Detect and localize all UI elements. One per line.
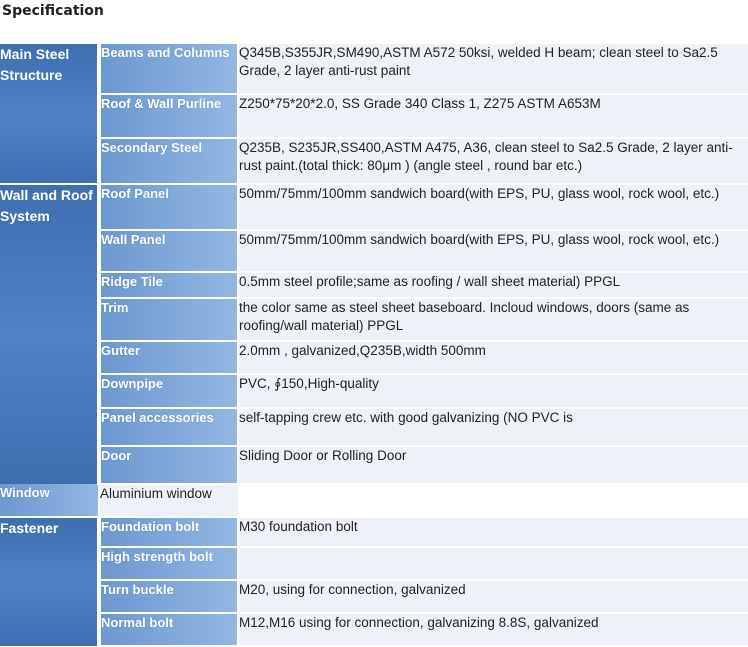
row-label: Turn buckle (99, 580, 238, 613)
row-label: Roof Panel (99, 184, 238, 230)
row-value: Sliding Door or Rolling Door (238, 446, 748, 484)
row-label: Roof & Wall Purline (99, 94, 238, 138)
row-label: High strength bolt (99, 547, 238, 580)
row-value: 0.5mm steel profile;same as roofing / wall sheet material) PPGL (238, 272, 748, 298)
page-title: Specification (2, 3, 104, 19)
group-main-steel: Main Steel Structure (0, 44, 99, 184)
row-label: Secondary Steel (99, 138, 238, 184)
row-value: PVC, ∮150,High-quality (238, 374, 748, 408)
row-label: Ridge Tile (99, 272, 238, 298)
row-label: Foundation bolt (99, 517, 238, 547)
row-label: Downpipe (99, 374, 238, 408)
row-value (238, 547, 748, 580)
row-value: M30 foundation bolt (238, 517, 748, 547)
row-label: Door (99, 446, 238, 484)
row-label: Beams and Columns (99, 44, 238, 94)
row-value: self-tapping crew etc. with good galvanizing (NO PVC is (238, 408, 748, 446)
row-value: 50mm/75mm/100mm sandwich board(with EPS, PU, glass wool, rock wool, etc.) (238, 184, 748, 230)
row-value: Q235B, S235JR,SS400,ASTM A475, A36, clean steel to Sa2.5 Grade, 2 layer anti-rust paint.(total thick: 80μm ) (angle steel , round bar etc.) (238, 138, 748, 184)
row-value: Aluminium window (99, 484, 238, 517)
row-label: Panel accessories (99, 408, 238, 446)
row-value: Q345B,S355JR,SM490,ASTM A572 50ksi, welded H beam; clean steel to Sa2.5 Grade, 2 layer anti-rust paint (238, 44, 748, 94)
row-label: Normal bolt (99, 613, 238, 646)
row-value: M20, using for connection, galvanized (238, 580, 748, 613)
row-value: Z250*75*20*2.0, SS Grade 340 Class 1, Z275 ASTM A653M (238, 94, 748, 138)
row-label: Wall Panel (99, 230, 238, 272)
row-label: Gutter (99, 341, 238, 374)
group-wall-roof: Wall and Roof System (0, 184, 99, 484)
row-value: 50mm/75mm/100mm sandwich board(with EPS, PU, glass wool, rock wool, etc.) (238, 230, 748, 272)
row-value: 2.0mm , galvanized,Q235B,width 500mm (238, 341, 748, 374)
group-fastener: Fastener (0, 517, 99, 646)
specification-table (0, 44, 748, 647)
row-label: Trim (99, 298, 238, 341)
row-value: M12,M16 using for connection, galvanizing 8.8S, galvanized (238, 613, 748, 646)
row-value: the color same as steel sheet baseboard. Incloud windows, doors (same as roofing/wall material) PPGL (238, 298, 748, 341)
row-label: Window (0, 484, 99, 517)
